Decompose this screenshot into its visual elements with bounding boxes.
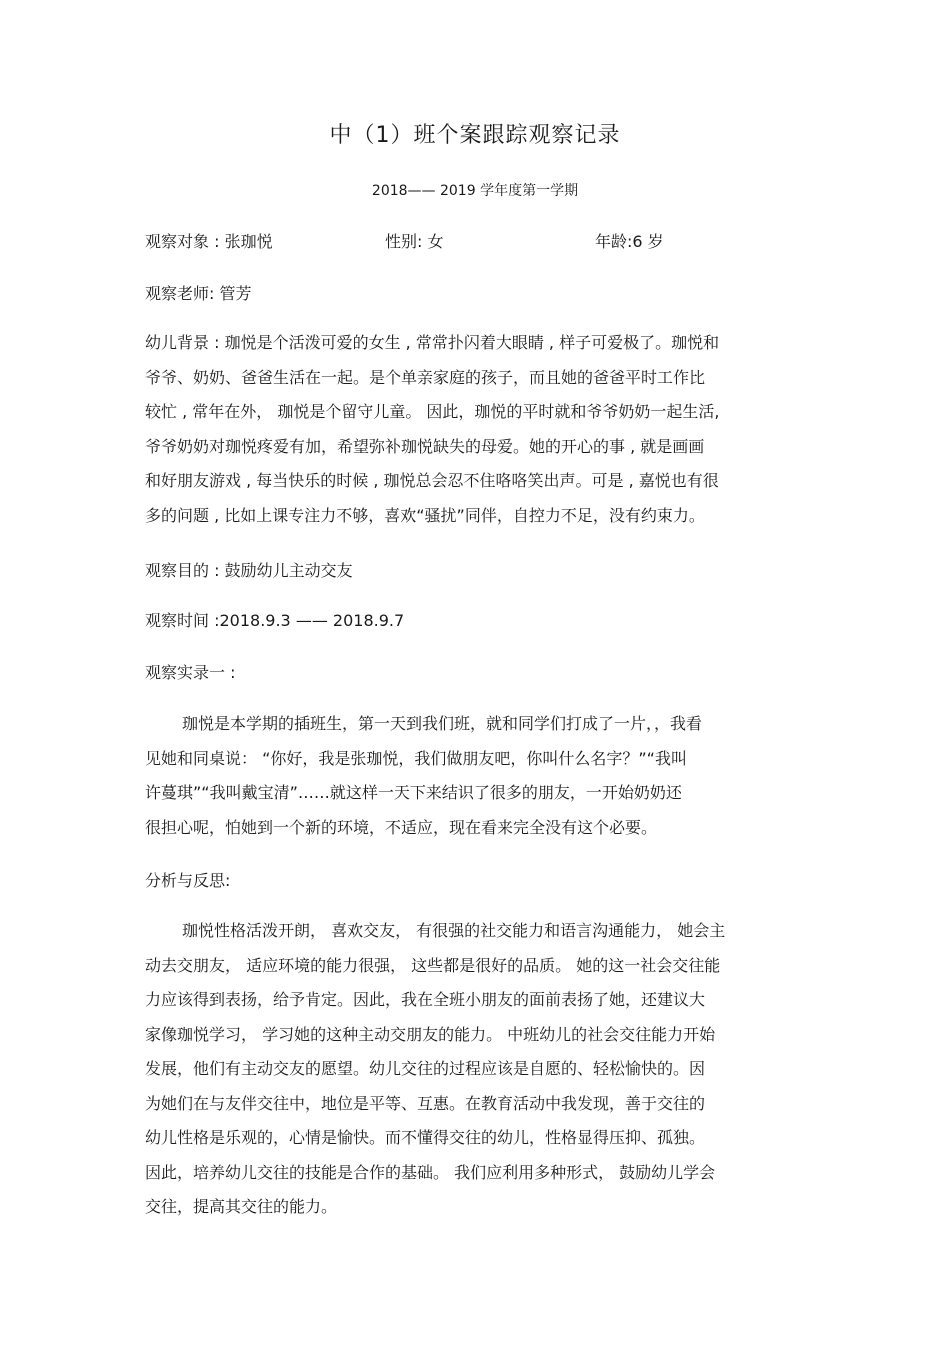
analysis-line: 发展，他们有主动交友的愿望。幼儿交往的过程应该是自愿的、轻松愉快的。因 bbox=[145, 1059, 706, 1078]
analysis-line: 力应该得到表扬，给予肯定。因此，我在全班小朋友的面前表扬了她，还建议大 bbox=[145, 990, 706, 1009]
background-line: 多的问题 , 比如上课专注力不够，喜欢“骚扰”同伴，自控力不足，没有约束力。 bbox=[145, 505, 705, 525]
subject-gender: 性别: 女 bbox=[385, 232, 444, 251]
analysis-line: 幼儿性格是乐观的，心情是愉快。而不懂得交往的幼儿，性格显得压抑、孤独。 bbox=[145, 1128, 706, 1147]
background-line: 较忙 , 常年在外， 珈悦是个留守儿童。 因此，珈悦的平时就和爷爷奶奶一起生活, bbox=[145, 402, 720, 421]
document-title: 中（1）班个案跟踪观察记录 bbox=[329, 123, 621, 148]
record-line: 很担心呢，怕她到一个新的环境，不适应，现在看来完全没有这个必要。 bbox=[145, 817, 658, 837]
record-heading: 观察实录一 : bbox=[145, 663, 236, 682]
school-term: 2018—— 2019 学年度第一学期 bbox=[371, 183, 579, 199]
record-paragraph bbox=[145, 714, 815, 852]
record-line: 珈悦是本学期的插班生，第一天到我们班，就和同学们打成了一片，，我看 bbox=[182, 714, 703, 733]
record-line: 见她和同桌说： “你好，我是张珈悦，我们做朋友吧，你叫什么名字？”“我叫 bbox=[145, 748, 687, 768]
background-line: 幼儿背景 : 珈悦是个活泼可爱的女生 , 常常扑闪着大眼睛 , 样子可爱极了。珈悦和 bbox=[145, 333, 720, 352]
child-background-paragraph bbox=[145, 333, 815, 540]
analysis-line: 家像珈悦学习， 学习她的这种主动交朋友的能力。 中班幼儿的社会交往能力开始 bbox=[145, 1024, 716, 1044]
background-line: 和好朋友游戏 , 每当快乐的时候 , 珈悦总会忍不住咯咯笑出声。可是 , 嘉悦也有很 bbox=[145, 471, 719, 490]
analysis-paragraph bbox=[145, 921, 815, 1232]
observation-purpose: 观察目的 : 鼓励幼儿主动交友 bbox=[145, 561, 353, 580]
analysis-line: 动去交朋友， 适应环境的能力很强， 这些都是很好的品质。 她的这一社会交往能 bbox=[145, 955, 721, 975]
analysis-line: 因此，培养幼儿交往的技能是合作的基础。 我们应利用多种形式， 鼓励幼儿学会 bbox=[145, 1162, 716, 1182]
analysis-line: 为她们在与友伴交往中，地位是平等、互惠。在教育活动中我发现，善于交往的 bbox=[145, 1093, 706, 1113]
subject-age: 年龄:6 岁 bbox=[595, 232, 664, 251]
subject-info-row bbox=[145, 229, 845, 251]
analysis-line: 交往，提高其交往的能力。 bbox=[145, 1197, 338, 1216]
record-line: 许蔓琪”“我叫戴宝清”……就这样一天下来结识了很多的朋友，一开始奶奶还 bbox=[145, 783, 682, 802]
analysis-line: 珈悦性格活泼开朗， 喜欢交友， 有很强的社交能力和语言沟通能力， 她会主 bbox=[182, 921, 726, 940]
observation-time: 观察时间 :2018.9.3 —— 2018.9.7 bbox=[145, 611, 405, 630]
subject-name: 观察对象 : 张珈悦 bbox=[145, 232, 273, 251]
analysis-heading: 分析与反思: bbox=[145, 871, 231, 890]
observer-teacher: 观察老师: 管芳 bbox=[145, 284, 252, 303]
background-line: 爷爷、奶奶、爸爸生活在一起。是个单亲家庭的孩子，而且她的爸爸平时工作比 bbox=[145, 367, 706, 387]
background-line: 爷爷奶奶对珈悦疼爱有加，希望弥补珈悦缺失的母爱。她的开心的事 , 就是画画 bbox=[145, 436, 705, 456]
